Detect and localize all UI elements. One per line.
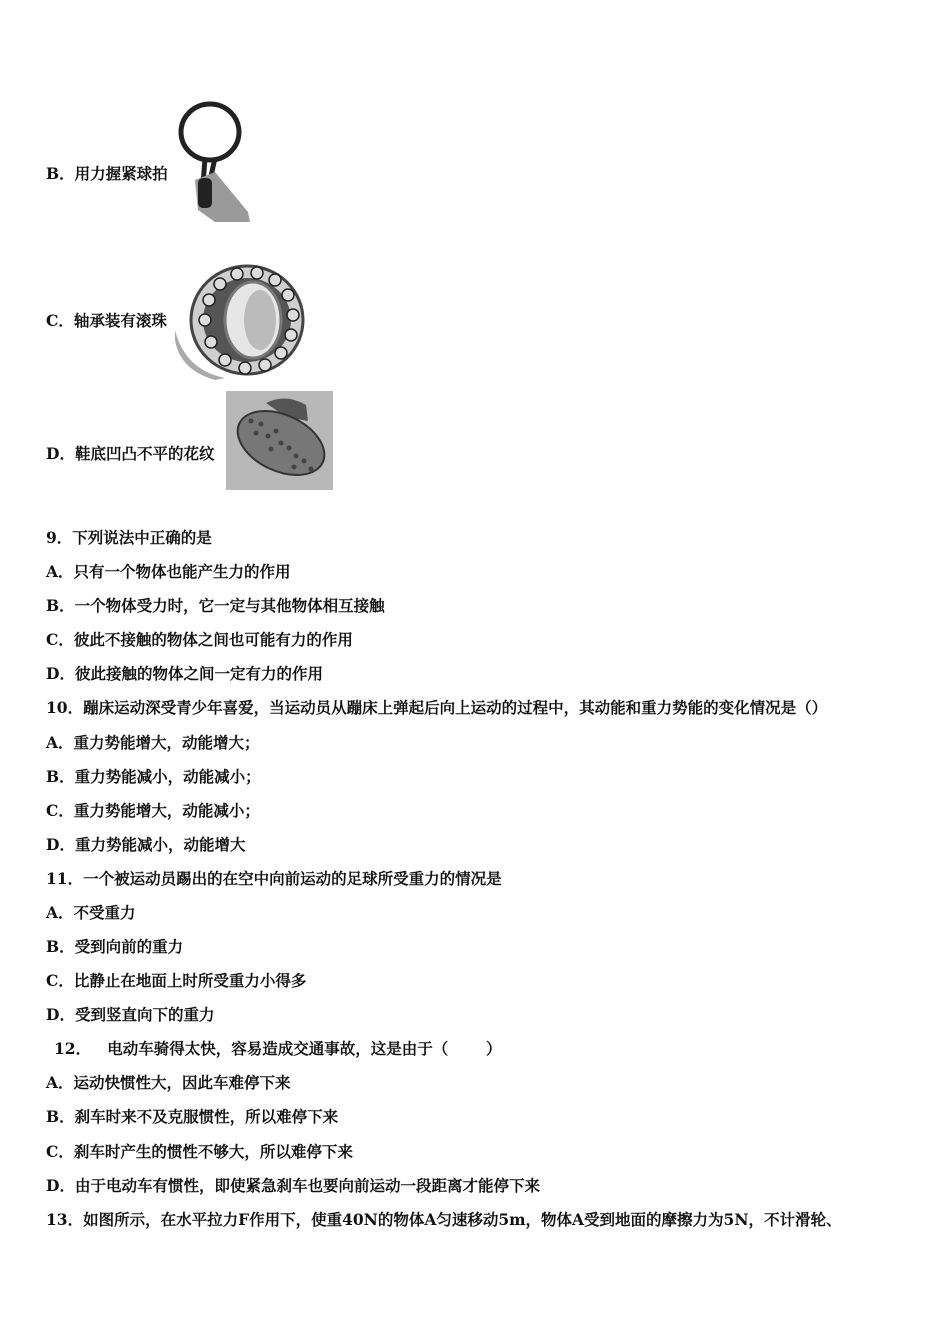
question-11-option-b: B．受到向前的重力 xyxy=(46,937,184,956)
question-9-option-a: A．只有一个物体也能产生力的作用 xyxy=(46,562,291,581)
question-13-stem: 13．如图所示，在水平拉力F作用下，使重40N的物体A匀速移动5m，物体A受到地面的摩擦力为5N，不计滑轮、 xyxy=(46,1210,842,1229)
question-12-option-c: C．刹车时产生的惯性不够大，所以难停下来 xyxy=(46,1142,353,1161)
question-9-stem: 9．下列说法中正确的是 xyxy=(46,528,212,547)
question-10-option-c: C．重力势能增大，动能减小； xyxy=(46,801,260,820)
question-11-stem: 11．一个被运动员踢出的在空中向前运动的足球所受重力的情况是 xyxy=(46,869,502,888)
question-11-option-c: C．比静止在地面上时所受重力小得多 xyxy=(46,971,307,990)
question-11-option-d: D．受到竖直向下的重力 xyxy=(46,1005,215,1024)
option-b-racket: B．用力握紧球拍 xyxy=(46,164,168,183)
question-9-option-b: B．一个物体受力时，它一定与其他物体相互接触 xyxy=(46,596,385,615)
option-c-bearing: C．轴承装有滚珠 xyxy=(46,311,167,330)
question-12-option-a: A．运动快惯性大，因此车难停下来 xyxy=(46,1073,291,1092)
question-10-option-d: D．重力势能减小，动能增大 xyxy=(46,835,246,854)
shoe-sole-tread-icon xyxy=(226,391,333,490)
question-12-option-b: B．刹车时来不及克服惯性，所以难停下来 xyxy=(46,1107,339,1126)
option-d-shoe: D．鞋底凹凸不平的花纹 xyxy=(46,444,215,463)
question-12-stem: 12． 电动车骑得太快，容易造成交通事故，这是由于（ ） xyxy=(54,1039,502,1058)
question-12-option-d: D．由于电动车有惯性，即使紧急刹车也要向前运动一段距离才能停下来 xyxy=(46,1176,540,1195)
question-10-stem: 10．蹦床运动深受青少年喜爱，当运动员从蹦床上弹起后向上运动的过程中，其动能和重力势能的变化情况是（） xyxy=(46,698,828,717)
tennis-racket-grip-icon xyxy=(170,100,255,225)
ball-bearing-icon xyxy=(175,260,310,380)
question-10-option-a: A．重力势能增大，动能增大； xyxy=(46,733,260,752)
question-11-option-a: A．不受重力 xyxy=(46,903,136,922)
question-9-option-d: D．彼此接触的物体之间一定有力的作用 xyxy=(46,664,323,683)
question-10-option-b: B．重力势能减小，动能减小； xyxy=(46,767,261,786)
question-9-option-c: C．彼此不接触的物体之间也可能有力的作用 xyxy=(46,630,353,649)
